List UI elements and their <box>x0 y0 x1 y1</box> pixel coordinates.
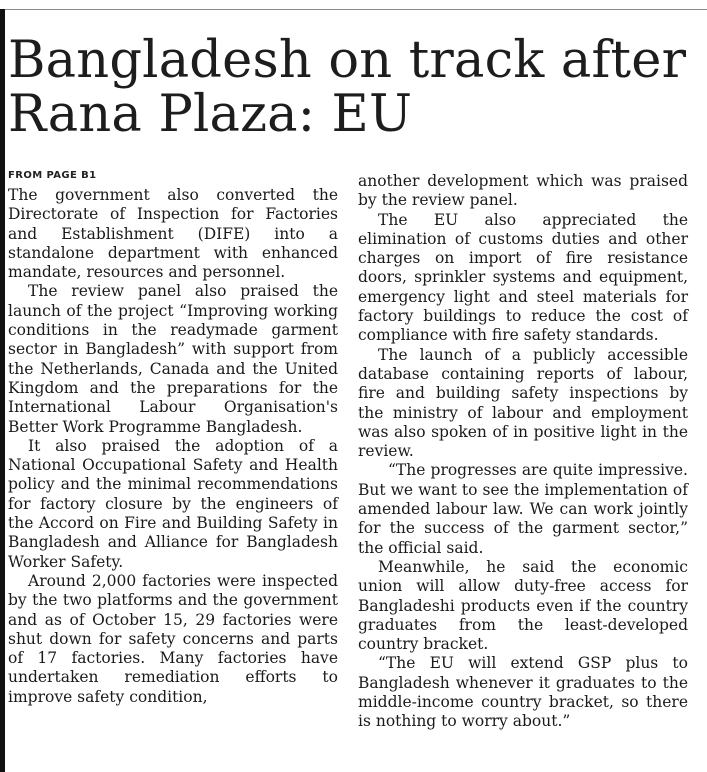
paragraph: another development which was praised by the review panel. <box>358 172 688 210</box>
paragraph: It also praised the adoption of a National Occupational Safety and Health policy and the minimal recommendations for factory closure by the engineers of the Accord on Fire and Building Safety in Bangladesh and Alliance for Bangladesh Worker Safety. <box>8 436 338 571</box>
paragraph: Around 2,000 factories were inspected by the two platforms and the government and as of October 15, 29 factories were shut down for safety concerns and parts of 17 factories. Many factories have undertaken remediation efforts to improve safety condition, <box>8 571 338 706</box>
paragraph: The government also converted the Directorate of Inspection for Factories and Establishment (DIFE) into a standalone department with enhanced mandate, resources and personnel. <box>8 186 338 282</box>
headline: Bangladesh on track after Rana Plaza: EU <box>8 31 687 144</box>
left-column <box>8 186 338 707</box>
left-border-bar <box>0 9 5 772</box>
paragraph: The review panel also praised the launch of the project “Improving working conditions in the readymade garment sector in Bangladesh” with support from the Netherlands, Canada and the United Kingdom and the preparations for the International Labour Organisation's Better Work Programme Bangladesh. <box>8 282 338 436</box>
paragraph: The EU also appreciated the elimination of customs duties and other charges on import of fire resistance doors, sprinkler systems and equipment, emergency light and steel materials for factory buildings to reduce the cost of compliance with fire safety standards. <box>358 210 688 345</box>
page-reference: FROM PAGE B1 <box>8 170 97 181</box>
paragraph: “The EU will extend GSP plus to Bangladesh whenever it graduates to the middle-income country bracket, so there is nothing to worry about.” <box>358 654 688 731</box>
top-rule <box>0 9 707 10</box>
paragraph: The launch of a publicly accessible database containing reports of labour, fire and building safety inspections by the ministry of labour and employment was also spoken of in positive light in the review. <box>358 345 688 461</box>
right-column <box>358 172 688 732</box>
paragraph: “The progresses are quite impressive. But we want to see the implementation of amended labour law. We can work jointly for the success of the garment sector,” the official said. <box>358 461 688 557</box>
paragraph: Meanwhile, he said the economic union will allow duty-free access for Bangladeshi products even if the country graduates from the least-developed country bracket. <box>358 557 688 654</box>
